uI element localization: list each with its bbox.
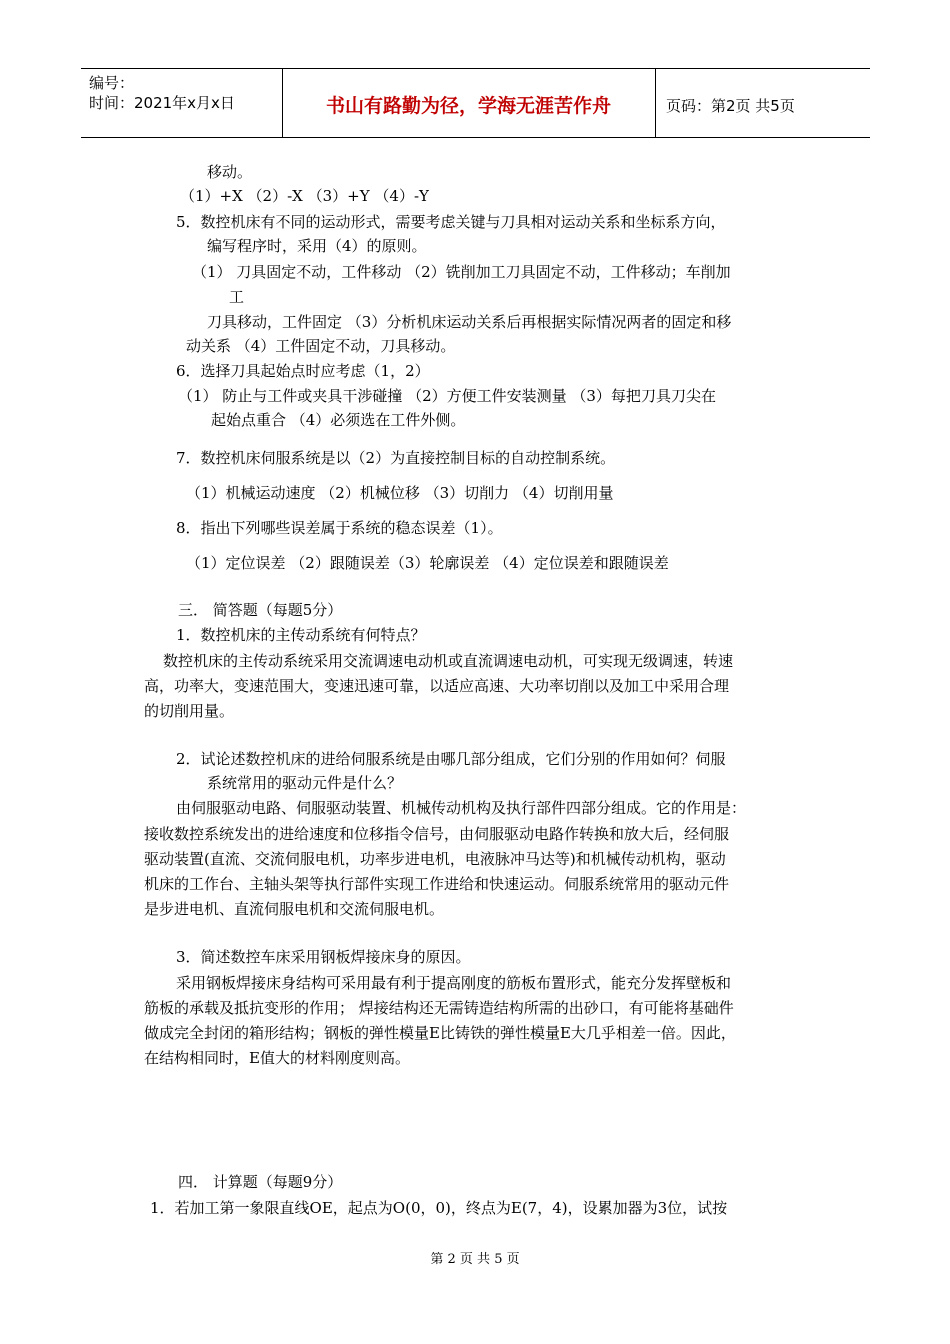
answer-line: 做成完全封闭的箱形结构；钢板的弹性模量E比铸铁的弹性模量E大几乎相差一倍。因此，	[144, 1024, 736, 1042]
question-line: 1．若加工第一象限直线OE，起点为O(0，0)，终点为E(7，4)，设累加器为3位，试按	[150, 1199, 728, 1217]
body-line: 移动。	[207, 163, 253, 181]
header-meta	[89, 73, 235, 113]
answer-line: 机床的工作台、主轴头架等执行部件实现工作进给和快速运动。伺服系统常用的驱动元件	[144, 875, 730, 893]
question-line: 1．数控机床的主传动系统有何特点？	[176, 626, 426, 644]
body-line: （1）机械运动速度 （2）机械位移 （3）切削力 （4）切削用量	[186, 484, 614, 502]
body-line: 刀具移动，工件固定 （3）分析机床运动关系后再根据实际情况两者的固定和移	[207, 313, 732, 331]
body-line: （1）定位误差 （2）跟随误差（3）轮廓误差 （4）定位误差和跟随误差	[186, 554, 669, 572]
header-motto: 书山有路勤为径，学海无涯苦作舟	[325, 95, 611, 117]
answer-line: 由伺服驱动电路、伺服驱动装置、机械传动机构及执行部件四部分组成。它的作用是：	[176, 799, 747, 817]
header-divider	[655, 69, 656, 137]
body-line: 8．指出下列哪些误差属于系统的稳态误差（1）。	[176, 519, 503, 537]
page-footer: 第 2 页 共 5 页	[430, 1252, 520, 1267]
body-line: 工	[229, 288, 245, 306]
body-line: 动关系 （4）工件固定不动，刀具移动。	[186, 337, 456, 355]
answer-line: 筋板的承载及抵抗变形的作用； 焊接结构还无需铸造结构所需的出砂口，有可能将基础件	[144, 999, 734, 1017]
body-line: 编写程序时，采用（4）的原则。	[207, 237, 427, 255]
header-page-number: 页码：第2页 共5页	[666, 97, 795, 115]
body-line: 6．选择刀具起始点时应考虑（1，2）	[176, 362, 430, 380]
question-line: 2．试论述数控机床的进给伺服系统是由哪几部分组成，它们分别的作用如何？伺服	[176, 750, 726, 768]
answer-line: 采用钢板焊接床身结构可采用最有利于提高刚度的筋板布置形式，能充分发挥壁板和	[176, 974, 732, 992]
question-line: 系统常用的驱动元件是什么？	[207, 774, 403, 792]
section-heading: 三． 简答题（每题5分）	[178, 601, 343, 619]
body-line: 7．数控机床伺服系统是以（2）为直接控制目标的自动控制系统。	[176, 449, 616, 467]
answer-line: 是步进电机、直流伺服电机和交流伺服电机。	[144, 900, 445, 918]
body-line: 5．数控机床有不同的运动形式，需要考虑关键与刀具相对运动关系和坐标系方向，	[176, 213, 726, 231]
answer-line: 接收数控系统发出的进给速度和位移指令信号，由伺服驱动电路作转换和放大后，经伺服	[144, 825, 730, 843]
header-number: 编号：	[89, 74, 135, 92]
answer-line: 高，功率大，变速范围大，变速迅速可靠，以适应高速、大功率切削以及加工中采用合理	[144, 677, 730, 695]
answer-line: 驱动装置(直流、交流伺服电机，功率步进电机，电液脉冲马达等)和机械传动机构，驱动	[144, 850, 726, 868]
question-line: 3．简述数控车床采用钢板焊接床身的原因。	[176, 948, 471, 966]
answer-line: 在结构相同时，E值大的材料刚度则高。	[144, 1049, 410, 1067]
section-heading: 四． 计算题（每题9分）	[178, 1173, 343, 1191]
body-line: （1）+X （2）-X （3）+Y （4）-Y	[180, 187, 429, 205]
body-line: 起始点重合 （4）必须选在工件外侧。	[211, 411, 466, 429]
answer-line: 数控机床的主传动系统采用交流调速电动机或直流调速电动机，可实现无级调速，转速	[163, 652, 734, 670]
body-line: （1） 刀具固定不动，工件移动 （2）铣削加工刀具固定不动，工件移动；车削加	[192, 263, 731, 281]
header-date: 时间：2021年x月x日	[89, 94, 235, 112]
answer-line: 的切削用量。	[144, 702, 235, 720]
page-header	[81, 68, 870, 138]
body-line: （1） 防止与工件或夹具干涉碰撞 （2）方便工件安装测量 （3）每把刀具刀尖在	[178, 387, 716, 405]
